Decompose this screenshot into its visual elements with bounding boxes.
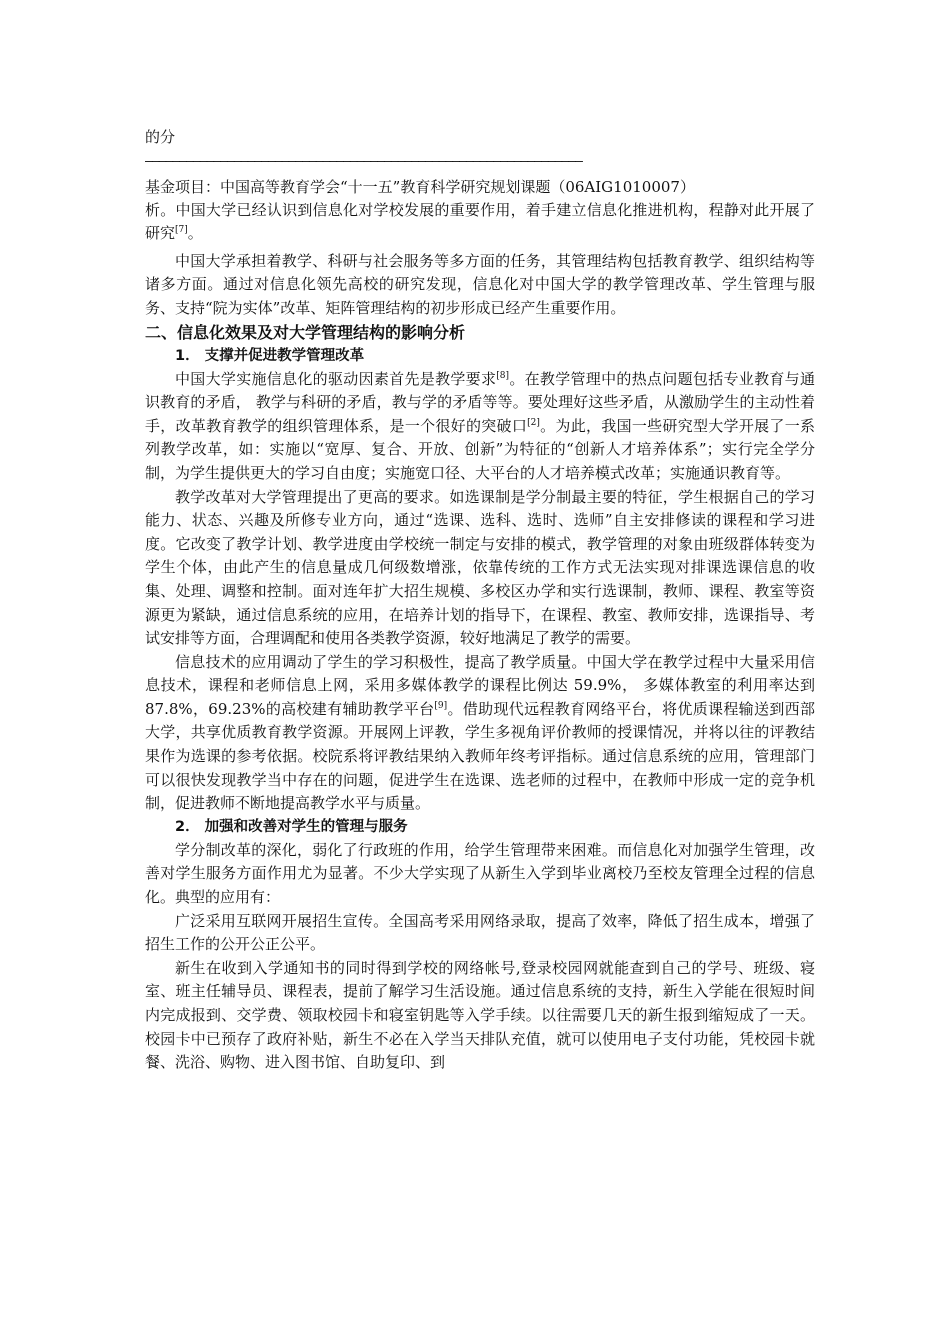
paragraph-teaching-reform: 教学改革对大学管理提出了更高的要求。如选课制是学分制最主要的特征，学生根据自己的学习能力、状态、兴趣及所修专业方向，通过“选课、选科、选时、选师”自主安排修读的课程和学习进度。它改变了教学计划、教学进度由学校统一制定与安排的模式，教学管理的对象由班级群体转变为学生个体，由此产生的信息量成几何级数增涨，依靠传统的工作方式无法实现对排课选课信息的收集、处理、调整和控制。面对连年扩大招生规模、多校区办学和实行选课制，教师、课程、教室等资源更为紧缺，通过信息系统的应用，在培养计划的指导下，在课程、教室、教师安排，选课指导、考试安排等方面，合理调配和使用各类教学资源，较好地满足了教学的需要。 bbox=[145, 487, 815, 648]
document-page bbox=[145, 126, 815, 1075]
paragraph-continuation: 析。中国大学已经认识到信息化对学校发展的重要作用，着手建立信息化推进机构，程静对此开展了研究[7]。 bbox=[145, 200, 815, 243]
paragraph-management-structure: 中国大学承担着教学、科研与社会服务等多方面的任务，其管理结构包括教育教学、组织结构等诸多方面。通过对信息化领先高校的研究发现，信息化对中国大学的教学管理改革、学生管理与服务、支持“院为实体”改革、矩阵管理结构的初步形成已经产生重要作用。 bbox=[145, 251, 815, 317]
paragraph-teaching-requirements: 中国大学实施信息化的驱动因素首先是教学要求[8]。在教学管理中的热点问题包括专业教育与通识教育的矛盾， 教学与科研的矛盾，教与学的矛盾等等。要处理好这些矛盾，从激励学生的主动性着手，改革教育教学的组织管理体系，是一个很好的突破口[2]。为此，我国一些研究型大学开展了一系列教学改革，如：实施以“宽厚、复合、开放、创新”为特征的“创新人才培养体系”；实行完全学分制，为学生提供更大的学习自由度；实施宽口径、大平台的人才培养模式改革；实施通识教育等。 bbox=[145, 369, 815, 482]
footnote-separator: ———————————————————————————————————————————————————————————————— bbox=[145, 153, 582, 169]
citation-ref: [7] bbox=[175, 225, 188, 236]
page-fragment-top: 的分 bbox=[145, 128, 176, 146]
subsection-heading-1: 1． 支撑并促进教学管理改革 bbox=[175, 347, 365, 364]
paragraph-admissions: 广泛采用互联网开展招生宣传。全国高考采用网络录取，提高了效率，降低了招生成本，增强了招生工作的公开公正公平。 bbox=[145, 911, 815, 954]
section-heading: 二、信息化效果及对大学管理结构的影响分析 bbox=[145, 322, 466, 342]
citation-ref: [2] bbox=[527, 417, 540, 428]
paragraph-credit-reform: 学分制改革的深化，弱化了行政班的作用，给学生管理带来困难。而信息化对加强学生管理，改善对学生服务方面作用尤为显著。不少大学实现了从新生入学到毕业离校乃至校友管理全过程的信息化。典型的应用有： bbox=[145, 840, 815, 907]
paragraph-new-students: 新生在收到入学通知书的同时得到学校的网络帐号,登录校园网就能查到自己的学号、班级、寝室、班主任辅导员、课程表，提前了解学习生活设施。通过信息系统的支持，新生入学能在很短时间内完成报到、交学费、领取校园卡和寝室钥匙等入学手续。以往需要几天的新生报到缩短成了一天。校园卡中已预存了政府补贴，新生不必在入学当天排队充值，就可以使用电子支付功能，凭校园卡就餐、洗浴、购物、进入图书馆、自助复印、到 bbox=[145, 958, 815, 1072]
paragraph-it-application: 信息技术的应用调动了学生的学习积极性，提高了教学质量。中国大学在教学过程中大量采用信息技术，课程和老师信息上网，采用多媒体教学的课程比例达 59.9%， 多媒体教室的利用率达到 87.8%，69.23%的高校建有辅助教学平台[9]。借助现代远程教育网络平台，将优质课程输送到西部大学，共享优质教育教学资源。开展网上评教，学生多视角评价教师的授课情况，并将以往的评教结果作为选课的参考依据。校院系将评教结果纳入教师年终考评指标。通过信息系统的应用，管理部门可以很快发现教学当中存在的问题，促进学生在选课、选老师的过程中，在教师中形成一定的竞争机制，促进教师不断地提高教学水平与质量。 bbox=[145, 652, 815, 813]
citation-ref: [9] bbox=[434, 700, 448, 711]
citation-ref: [8] bbox=[496, 370, 510, 381]
subsection-heading-2: 2． 加强和改善对学生的管理与服务 bbox=[175, 818, 408, 835]
funding-note: 基金项目：中国高等教育学会“十一五”教育科学研究规划课题（06AIG1010007） bbox=[145, 177, 695, 196]
